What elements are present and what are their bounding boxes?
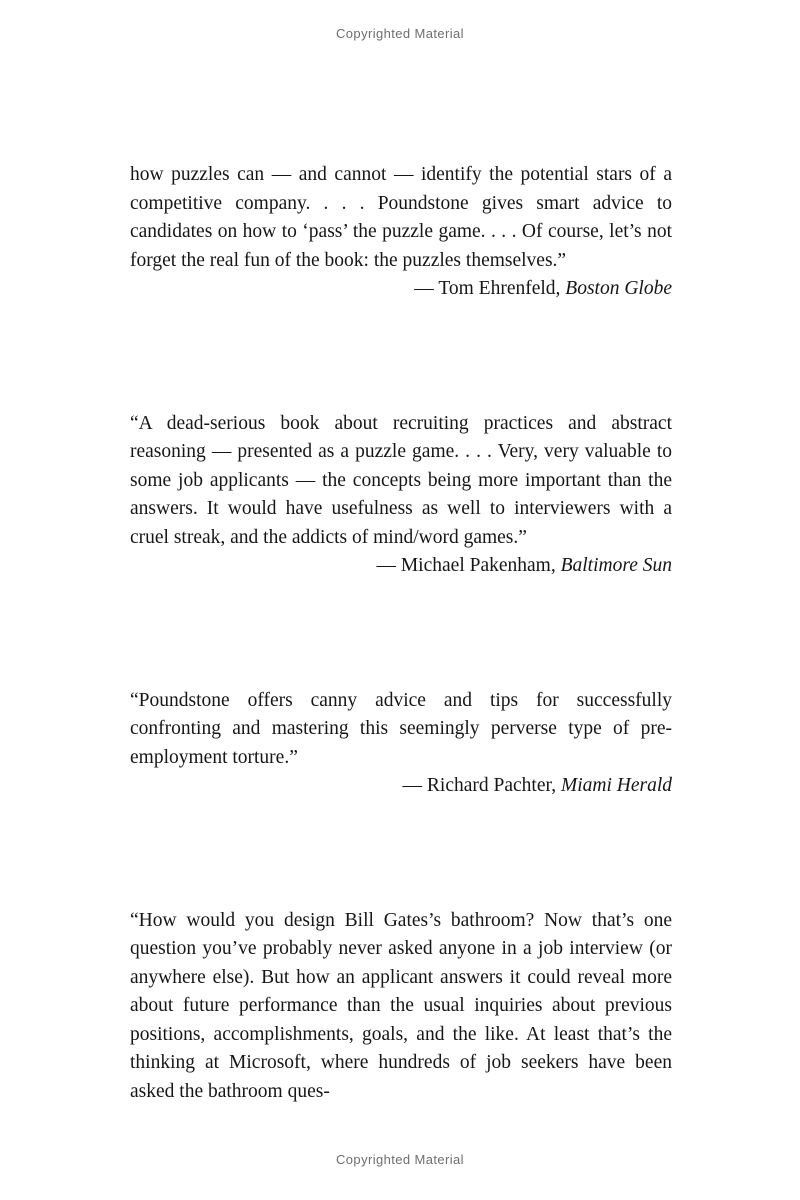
- body-paragraph: “How would you design Bill Gates’s bathroom? Now that’s one question you’ve probably never asked anyone in a job interview (or anywhere else). But how an applicant answers it could reveal more about future performance than the usual inquiries about previous positions, accomplishments, goals, and the like. At least that’s the thinking at Microsoft, where hundreds of job seekers have been asked the bathroom ques-: [130, 909, 672, 1102]
- blurb-attribution: [358, 552, 672, 581]
- blurb-quote-paragraph: [130, 687, 672, 773]
- blurb-quote: “Poundstone offers canny advice and tips for successfully confronting and mastering this seemingly perverse type of pre-employment torture.”: [130, 689, 672, 768]
- copyright-notice-bottom: Copyrighted Material: [336, 1152, 464, 1167]
- blurb-attribution: [396, 275, 672, 304]
- publication-name: Baltimore Sun: [560, 555, 672, 576]
- blurb-quote: how puzzles can — and cannot — identify the potential stars of a competitive company. . . . Poundstone gives smart advice to candidates on how to ‘pass’ the puzzle game. . . . Of course, let’s not forget the real fun of the book: the puzzles themselves.”: [130, 164, 672, 271]
- attribution-name: — Tom Ehrenfeld,: [414, 278, 561, 299]
- blurb-quote-paragraph: [130, 410, 672, 581]
- blurb-quote-paragraph: [130, 161, 672, 304]
- body-text-section: [130, 907, 672, 1107]
- review-blurb: [130, 161, 672, 304]
- publication-name: Miami Herald: [560, 775, 672, 796]
- publication-name: Boston Globe: [565, 278, 672, 299]
- attribution-name: — Richard Pachter,: [402, 775, 557, 796]
- blurb-attribution: [130, 772, 672, 801]
- text-block: [130, 161, 672, 1106]
- copyright-notice-top: Copyrighted Material: [336, 26, 464, 41]
- attribution-name: — Michael Pakenham,: [376, 555, 556, 576]
- review-blurb: [130, 410, 672, 581]
- blurb-quote: “A dead-serious book about recruiting practices and abstract reasoning — presented as a puzzle game. . . . Very, very valuable to some job applicants — the concepts being more important than the answers. It would have usefulness as well to interviewers with a cruel streak, and the addicts of mind/word games.”: [130, 412, 672, 548]
- review-blurb: [130, 687, 672, 801]
